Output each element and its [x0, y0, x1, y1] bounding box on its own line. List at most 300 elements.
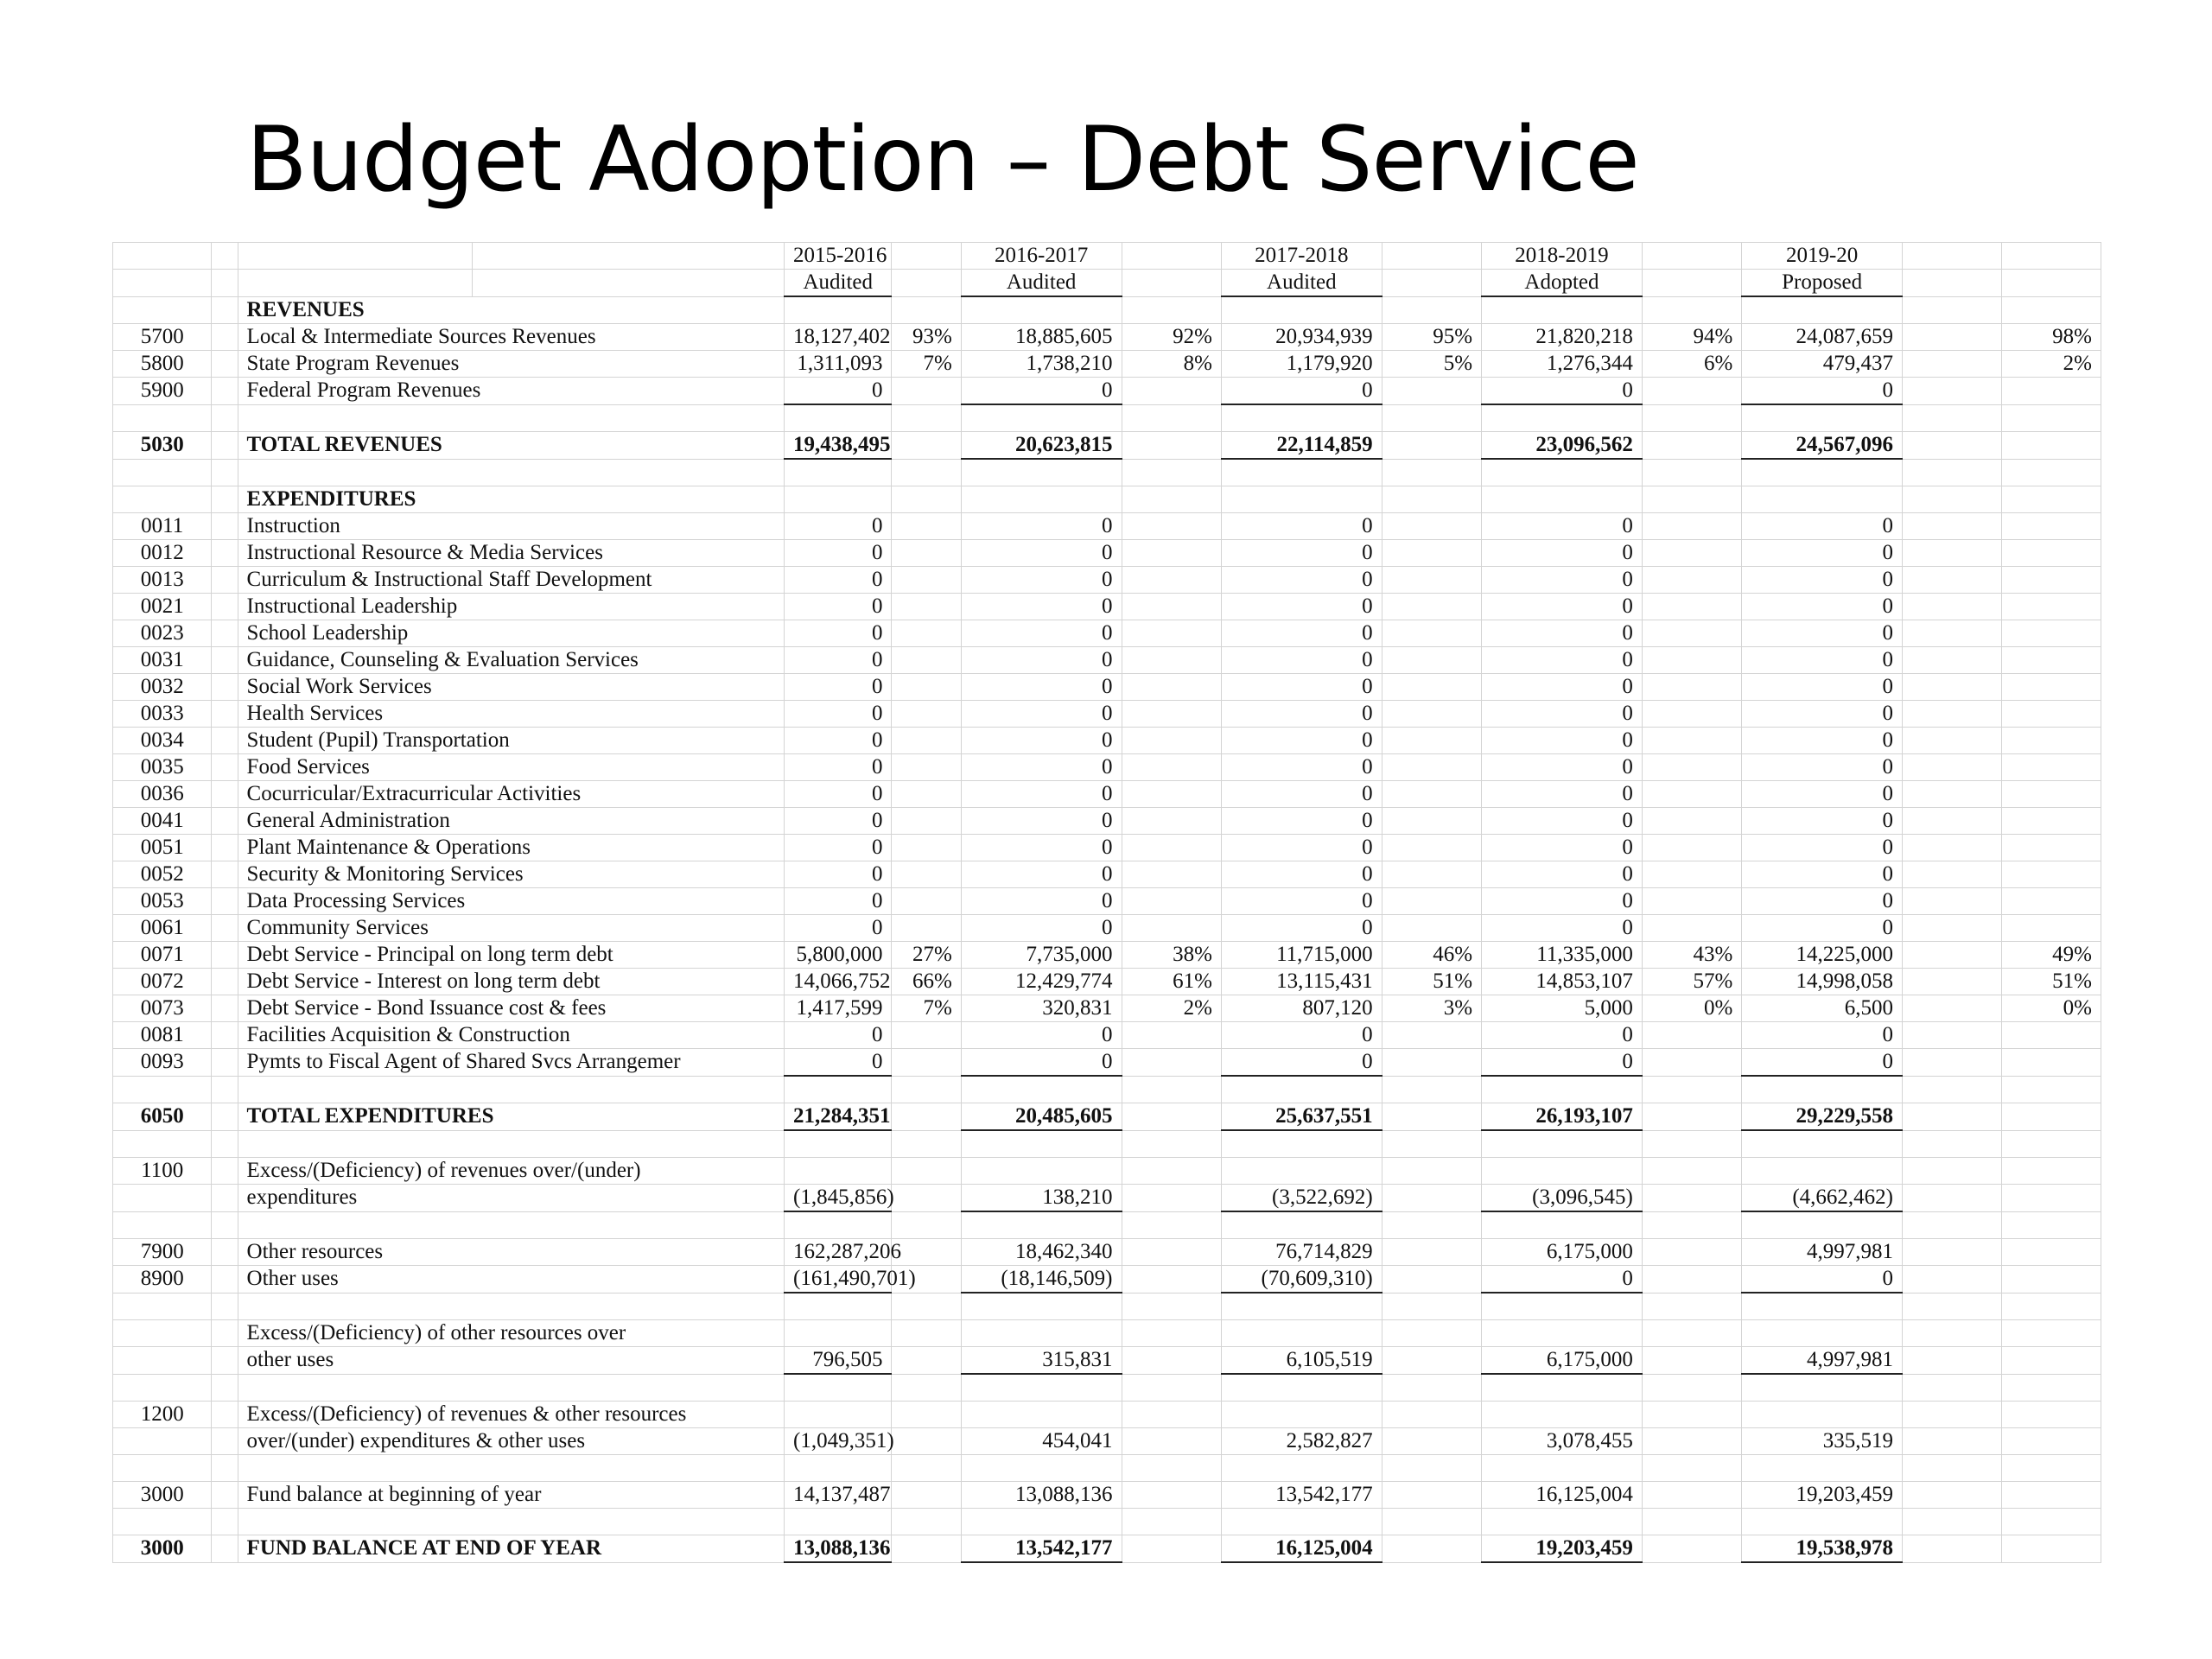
amount-cell: 0	[785, 513, 892, 540]
amount-cell: 0	[1221, 808, 1382, 835]
row-label: Plant Maintenance & Operations	[238, 835, 784, 861]
table-row	[113, 728, 2101, 754]
account-code: 0052	[113, 861, 212, 888]
account-code	[113, 1428, 212, 1455]
amount-cell: 0	[1221, 781, 1382, 808]
amount-cell: 0	[961, 701, 1122, 728]
amount-cell: 0	[1482, 378, 1643, 405]
amount-cell: 0	[1742, 781, 1903, 808]
account-code: 0071	[113, 942, 212, 969]
amount-cell: 0	[961, 567, 1122, 594]
spacer-row	[113, 1211, 2101, 1239]
percent-cell: 49%	[2002, 942, 2101, 969]
account-code: 0035	[113, 754, 212, 781]
spacer-row	[113, 1076, 2101, 1103]
amount-cell: 0	[1482, 567, 1643, 594]
total-row	[113, 1535, 2101, 1563]
amount-cell: 6,175,000	[1482, 1347, 1643, 1375]
table-row	[113, 942, 2101, 969]
row-label: State Program Revenues	[238, 351, 784, 378]
amount-cell: 0	[1482, 754, 1643, 781]
row-label	[238, 1509, 784, 1535]
amount-cell: 0	[785, 781, 892, 808]
amount-cell: 6,105,519	[1221, 1347, 1382, 1375]
account-code: 0013	[113, 567, 212, 594]
percent-cell: 27%	[892, 942, 961, 969]
account-code: 0011	[113, 513, 212, 540]
amount-cell: 0	[1742, 835, 1903, 861]
spacer-row	[113, 1455, 2101, 1482]
amount-cell: 13,542,177	[1221, 1482, 1382, 1509]
row-label	[238, 459, 784, 486]
row-label	[238, 1211, 784, 1239]
table-row	[113, 995, 2101, 1022]
percent-cell: 5%	[1382, 351, 1481, 378]
amount-cell: 0	[1221, 594, 1382, 620]
amount-cell: 0	[785, 835, 892, 861]
table-row	[113, 324, 2101, 351]
amount-cell: 26,193,107	[1482, 1103, 1643, 1131]
amount-cell: 0	[1221, 1022, 1382, 1049]
percent-cell: 92%	[1122, 324, 1221, 351]
amount-cell: 0	[1221, 701, 1382, 728]
amount-cell: 0	[961, 781, 1122, 808]
account-code	[113, 1374, 212, 1402]
status-header: Proposed	[1742, 270, 1903, 297]
status-header: Adopted	[1482, 270, 1643, 297]
percent-cell: 93%	[892, 324, 961, 351]
amount-cell: 0	[961, 861, 1122, 888]
account-code: 0032	[113, 674, 212, 701]
amount-cell: 0	[1742, 513, 1903, 540]
row-label: Instruction	[238, 513, 784, 540]
amount-cell: 0	[785, 888, 892, 915]
amount-cell: 5,000	[1482, 995, 1643, 1022]
percent-cell: 51%	[1382, 969, 1481, 995]
account-code: 0021	[113, 594, 212, 620]
table-row	[113, 1185, 2101, 1212]
amount-cell: 0	[1221, 888, 1382, 915]
amount-cell: 0	[961, 888, 1122, 915]
amount-cell: 0	[961, 513, 1122, 540]
amount-cell: 0	[785, 861, 892, 888]
row-label	[238, 1130, 784, 1158]
amount-cell: 18,462,340	[961, 1239, 1122, 1266]
percent-cell: 43%	[1642, 942, 1741, 969]
account-code: 0072	[113, 969, 212, 995]
table-row	[113, 1347, 2101, 1375]
amount-cell: 0	[1742, 861, 1903, 888]
amount-cell: (161,490,701)	[785, 1266, 892, 1294]
amount-cell: (4,662,462)	[1742, 1185, 1903, 1212]
amount-cell: 0	[961, 594, 1122, 620]
amount-cell: 0	[1221, 378, 1382, 405]
amount-cell: 11,715,000	[1221, 942, 1382, 969]
table-body	[113, 296, 2101, 1562]
amount-cell: 19,203,459	[1482, 1535, 1643, 1563]
percent-cell: 51%	[2002, 969, 2101, 995]
row-label: expenditures	[238, 1185, 784, 1212]
header-row-years	[113, 243, 2101, 270]
row-label: Community Services	[238, 915, 784, 942]
row-label: Federal Program Revenues	[238, 378, 784, 405]
table-row	[113, 1482, 2101, 1509]
amount-cell: 0	[1482, 513, 1643, 540]
percent-cell: 8%	[1122, 351, 1221, 378]
account-code: 0093	[113, 1049, 212, 1077]
amount-cell: 0	[1742, 567, 1903, 594]
account-code	[113, 1076, 212, 1103]
account-code: 0036	[113, 781, 212, 808]
table-row	[113, 1158, 2101, 1185]
amount-cell: 5,800,000	[785, 942, 892, 969]
slide-title: Budget Adoption – Debt Service	[246, 108, 1639, 212]
account-code: 0081	[113, 1022, 212, 1049]
amount-cell: 24,567,096	[1742, 432, 1903, 460]
amount-cell: 0	[1482, 594, 1643, 620]
account-code: 5800	[113, 351, 212, 378]
amount-cell: 0	[1482, 861, 1643, 888]
row-label: FUND BALANCE AT END OF YEAR	[238, 1535, 784, 1563]
row-label: Excess/(Deficiency) of revenues over/(under)	[238, 1158, 784, 1185]
amount-cell: 25,637,551	[1221, 1103, 1382, 1131]
amount-cell: 0	[1482, 781, 1643, 808]
year-header: 2015-2016	[785, 243, 892, 270]
amount-cell: 22,114,859	[1221, 432, 1382, 460]
row-label: Fund balance at beginning of year	[238, 1482, 784, 1509]
table-row	[113, 620, 2101, 647]
amount-cell: 14,225,000	[1742, 942, 1903, 969]
percent-cell: 98%	[2002, 324, 2101, 351]
table-row	[113, 513, 2101, 540]
account-code: 0041	[113, 808, 212, 835]
account-code: 0012	[113, 540, 212, 567]
spacer-row	[113, 1293, 2101, 1320]
account-code	[113, 1455, 212, 1482]
percent-cell: 66%	[892, 969, 961, 995]
amount-cell: 0	[1482, 674, 1643, 701]
amount-cell: 0	[961, 540, 1122, 567]
total-row	[113, 432, 2101, 460]
amount-cell: 13,542,177	[961, 1535, 1122, 1563]
amount-cell: 0	[1482, 915, 1643, 942]
amount-cell: 0	[961, 1022, 1122, 1049]
amount-cell: 20,934,939	[1221, 324, 1382, 351]
amount-cell: 0	[1742, 808, 1903, 835]
amount-cell: 0	[785, 567, 892, 594]
table-row	[113, 1402, 2101, 1428]
table-row	[113, 701, 2101, 728]
row-label: other uses	[238, 1347, 784, 1375]
amount-cell: 0	[961, 1049, 1122, 1077]
table-row	[113, 1022, 2101, 1049]
section-row	[113, 486, 2101, 513]
row-label: Excess/(Deficiency) of other resources over	[238, 1320, 784, 1347]
row-label: over/(under) expenditures & other uses	[238, 1428, 784, 1455]
amount-cell: 14,137,487	[785, 1482, 892, 1509]
amount-cell: 0	[1221, 540, 1382, 567]
amount-cell: (3,522,692)	[1221, 1185, 1382, 1212]
amount-cell: 796,505	[785, 1347, 892, 1375]
amount-cell: 0	[961, 647, 1122, 674]
status-header: Audited	[785, 270, 892, 297]
amount-cell: 807,120	[1221, 995, 1382, 1022]
amount-cell: 0	[785, 1022, 892, 1049]
row-label	[238, 404, 784, 432]
table-row	[113, 754, 2101, 781]
percent-cell: 2%	[1122, 995, 1221, 1022]
table-row	[113, 1428, 2101, 1455]
account-code: 7900	[113, 1239, 212, 1266]
amount-cell: 1,276,344	[1482, 351, 1643, 378]
amount-cell: 1,311,093	[785, 351, 892, 378]
row-label	[238, 1374, 784, 1402]
row-label	[238, 1076, 784, 1103]
amount-cell: 0	[1742, 674, 1903, 701]
amount-cell: 0	[785, 728, 892, 754]
amount-cell: 335,519	[1742, 1428, 1903, 1455]
amount-cell: 0	[961, 915, 1122, 942]
amount-cell: 0	[1742, 647, 1903, 674]
percent-cell: 61%	[1122, 969, 1221, 995]
amount-cell: 0	[1482, 540, 1643, 567]
amount-cell: 2,582,827	[1221, 1428, 1382, 1455]
row-label: Other uses	[238, 1266, 784, 1294]
amount-cell: 0	[1221, 915, 1382, 942]
percent-cell: 3%	[1382, 995, 1481, 1022]
account-code: 6050	[113, 1103, 212, 1131]
row-label: Cocurricular/Extracurricular Activities	[238, 781, 784, 808]
account-code	[113, 1185, 212, 1212]
amount-cell: 0	[1482, 701, 1643, 728]
amount-cell: 16,125,004	[1482, 1482, 1643, 1509]
amount-cell: 0	[961, 620, 1122, 647]
amount-cell: 19,438,495	[785, 432, 892, 460]
account-code: 0053	[113, 888, 212, 915]
amount-cell: 13,115,431	[1221, 969, 1382, 995]
amount-cell: 4,997,981	[1742, 1347, 1903, 1375]
table-row	[113, 1049, 2101, 1077]
amount-cell: 29,229,558	[1742, 1103, 1903, 1131]
amount-cell: 13,088,136	[961, 1482, 1122, 1509]
spacer-row	[113, 459, 2101, 486]
table-row	[113, 915, 2101, 942]
account-code: 0031	[113, 647, 212, 674]
amount-cell: 0	[961, 835, 1122, 861]
spacer-row	[113, 1374, 2101, 1402]
row-label: Debt Service - Interest on long term debt	[238, 969, 784, 995]
account-code	[113, 1320, 212, 1347]
account-code: 0051	[113, 835, 212, 861]
amount-cell: 162,287,206	[785, 1239, 892, 1266]
year-header: 2017-2018	[1221, 243, 1382, 270]
amount-cell: 23,096,562	[1482, 432, 1643, 460]
section-row	[113, 296, 2101, 324]
amount-cell: 0	[961, 728, 1122, 754]
amount-cell: 0	[1742, 888, 1903, 915]
row-label: General Administration	[238, 808, 784, 835]
amount-cell: 18,127,402	[785, 324, 892, 351]
amount-cell: 0	[1221, 861, 1382, 888]
year-header: 2019-20	[1742, 243, 1903, 270]
table-row	[113, 781, 2101, 808]
amount-cell: 0	[1221, 674, 1382, 701]
account-code	[113, 486, 212, 513]
amount-cell: 0	[1482, 808, 1643, 835]
amount-cell: 0	[1742, 754, 1903, 781]
percent-cell: 2%	[2002, 351, 2101, 378]
header-row-status	[113, 270, 2101, 297]
row-label: Pymts to Fiscal Agent of Shared Svcs Arrangemer	[238, 1049, 784, 1077]
amount-cell: 0	[1742, 620, 1903, 647]
row-label: TOTAL EXPENDITURES	[238, 1103, 784, 1131]
table-row	[113, 674, 2101, 701]
account-code: 1200	[113, 1402, 212, 1428]
amount-cell: 21,820,218	[1482, 324, 1643, 351]
table-row	[113, 1239, 2101, 1266]
table-row	[113, 351, 2101, 378]
table-row	[113, 378, 2101, 405]
amount-cell: (1,049,351)	[785, 1428, 892, 1455]
amount-cell: 479,437	[1742, 351, 1903, 378]
amount-cell: 0	[1482, 728, 1643, 754]
amount-cell: 13,088,136	[785, 1535, 892, 1563]
amount-cell: 0	[1221, 754, 1382, 781]
amount-cell: 0	[1742, 728, 1903, 754]
spacer-row	[113, 404, 2101, 432]
row-label: Social Work Services	[238, 674, 784, 701]
table-row	[113, 647, 2101, 674]
amount-cell: (1,845,856)	[785, 1185, 892, 1212]
amount-cell: 0	[961, 378, 1122, 405]
account-code: 8900	[113, 1266, 212, 1294]
percent-cell: 38%	[1122, 942, 1221, 969]
amount-cell: 12,429,774	[961, 969, 1122, 995]
amount-cell: 320,831	[961, 995, 1122, 1022]
row-label: Curriculum & Instructional Staff Development	[238, 567, 784, 594]
row-label: Student (Pupil) Transportation	[238, 728, 784, 754]
row-label: Debt Service - Bond Issuance cost & fees	[238, 995, 784, 1022]
amount-cell: 0	[1742, 1022, 1903, 1049]
amount-cell: 0	[785, 674, 892, 701]
percent-cell: 95%	[1382, 324, 1481, 351]
amount-cell: 19,203,459	[1742, 1482, 1903, 1509]
amount-cell: 18,885,605	[961, 324, 1122, 351]
row-label: Local & Intermediate Sources Revenues	[238, 324, 784, 351]
amount-cell: 0	[1482, 888, 1643, 915]
amount-cell: 0	[785, 647, 892, 674]
amount-cell: 0	[785, 915, 892, 942]
row-label: Guidance, Counseling & Evaluation Services	[238, 647, 784, 674]
amount-cell: 24,087,659	[1742, 324, 1903, 351]
amount-cell: 454,041	[961, 1428, 1122, 1455]
account-code: 0034	[113, 728, 212, 754]
account-code	[113, 296, 212, 324]
amount-cell: 0	[1221, 567, 1382, 594]
amount-cell: 4,997,981	[1742, 1239, 1903, 1266]
amount-cell: 0	[1221, 835, 1382, 861]
amount-cell: 11,335,000	[1482, 942, 1643, 969]
amount-cell: 1,417,599	[785, 995, 892, 1022]
amount-cell: 1,179,920	[1221, 351, 1382, 378]
percent-cell: 46%	[1382, 942, 1481, 969]
amount-cell: 138,210	[961, 1185, 1122, 1212]
amount-cell: 19,538,978	[1742, 1535, 1903, 1563]
amount-cell: 0	[785, 701, 892, 728]
percent-cell: 7%	[892, 995, 961, 1022]
amount-cell: 21,284,351	[785, 1103, 892, 1131]
amount-cell: 0	[1742, 594, 1903, 620]
account-code: 5700	[113, 324, 212, 351]
account-code	[113, 1211, 212, 1239]
percent-cell: 7%	[892, 351, 961, 378]
account-code	[113, 1293, 212, 1320]
table-row	[113, 969, 2101, 995]
amount-cell: 0	[1742, 915, 1903, 942]
amount-cell: 0	[1221, 513, 1382, 540]
amount-cell: 0	[1221, 1049, 1382, 1077]
amount-cell: 0	[1482, 647, 1643, 674]
amount-cell: 14,853,107	[1482, 969, 1643, 995]
row-label: EXPENDITURES	[238, 486, 784, 513]
account-code	[113, 1509, 212, 1535]
row-label: Facilities Acquisition & Construction	[238, 1022, 784, 1049]
account-code	[113, 1347, 212, 1375]
budget-table	[112, 242, 2101, 1563]
account-code: 0023	[113, 620, 212, 647]
amount-cell: 16,125,004	[1221, 1535, 1382, 1563]
amount-cell: 0	[785, 594, 892, 620]
spacer-row	[113, 1509, 2101, 1535]
amount-cell: 0	[785, 620, 892, 647]
row-label: Instructional Leadership	[238, 594, 784, 620]
total-row	[113, 1103, 2101, 1131]
amount-cell: 0	[785, 540, 892, 567]
amount-cell: 7,735,000	[961, 942, 1122, 969]
amount-cell: 0	[1221, 620, 1382, 647]
amount-cell: 0	[785, 378, 892, 405]
account-code	[113, 459, 212, 486]
amount-cell: (18,146,509)	[961, 1266, 1122, 1294]
table-row	[113, 861, 2101, 888]
table-row	[113, 594, 2101, 620]
amount-cell: 76,714,829	[1221, 1239, 1382, 1266]
table-row	[113, 567, 2101, 594]
percent-cell: 57%	[1642, 969, 1741, 995]
amount-cell: 0	[1221, 728, 1382, 754]
row-label: Instructional Resource & Media Services	[238, 540, 784, 567]
account-code: 3000	[113, 1482, 212, 1509]
account-code: 3000	[113, 1535, 212, 1563]
amount-cell: 6,175,000	[1482, 1239, 1643, 1266]
amount-cell: 0	[1482, 620, 1643, 647]
account-code	[113, 1130, 212, 1158]
table-row	[113, 1320, 2101, 1347]
amount-cell: 0	[1482, 1022, 1643, 1049]
amount-cell: (3,096,545)	[1482, 1185, 1643, 1212]
status-header: Audited	[961, 270, 1122, 297]
row-label: Other resources	[238, 1239, 784, 1266]
row-label: TOTAL REVENUES	[238, 432, 784, 460]
amount-cell: 315,831	[961, 1347, 1122, 1375]
account-code: 5030	[113, 432, 212, 460]
amount-cell: 20,485,605	[961, 1103, 1122, 1131]
amount-cell: 0	[961, 754, 1122, 781]
spacer-row	[113, 1130, 2101, 1158]
amount-cell: 0	[1482, 835, 1643, 861]
amount-cell: 20,623,815	[961, 432, 1122, 460]
percent-cell: 0%	[2002, 995, 2101, 1022]
